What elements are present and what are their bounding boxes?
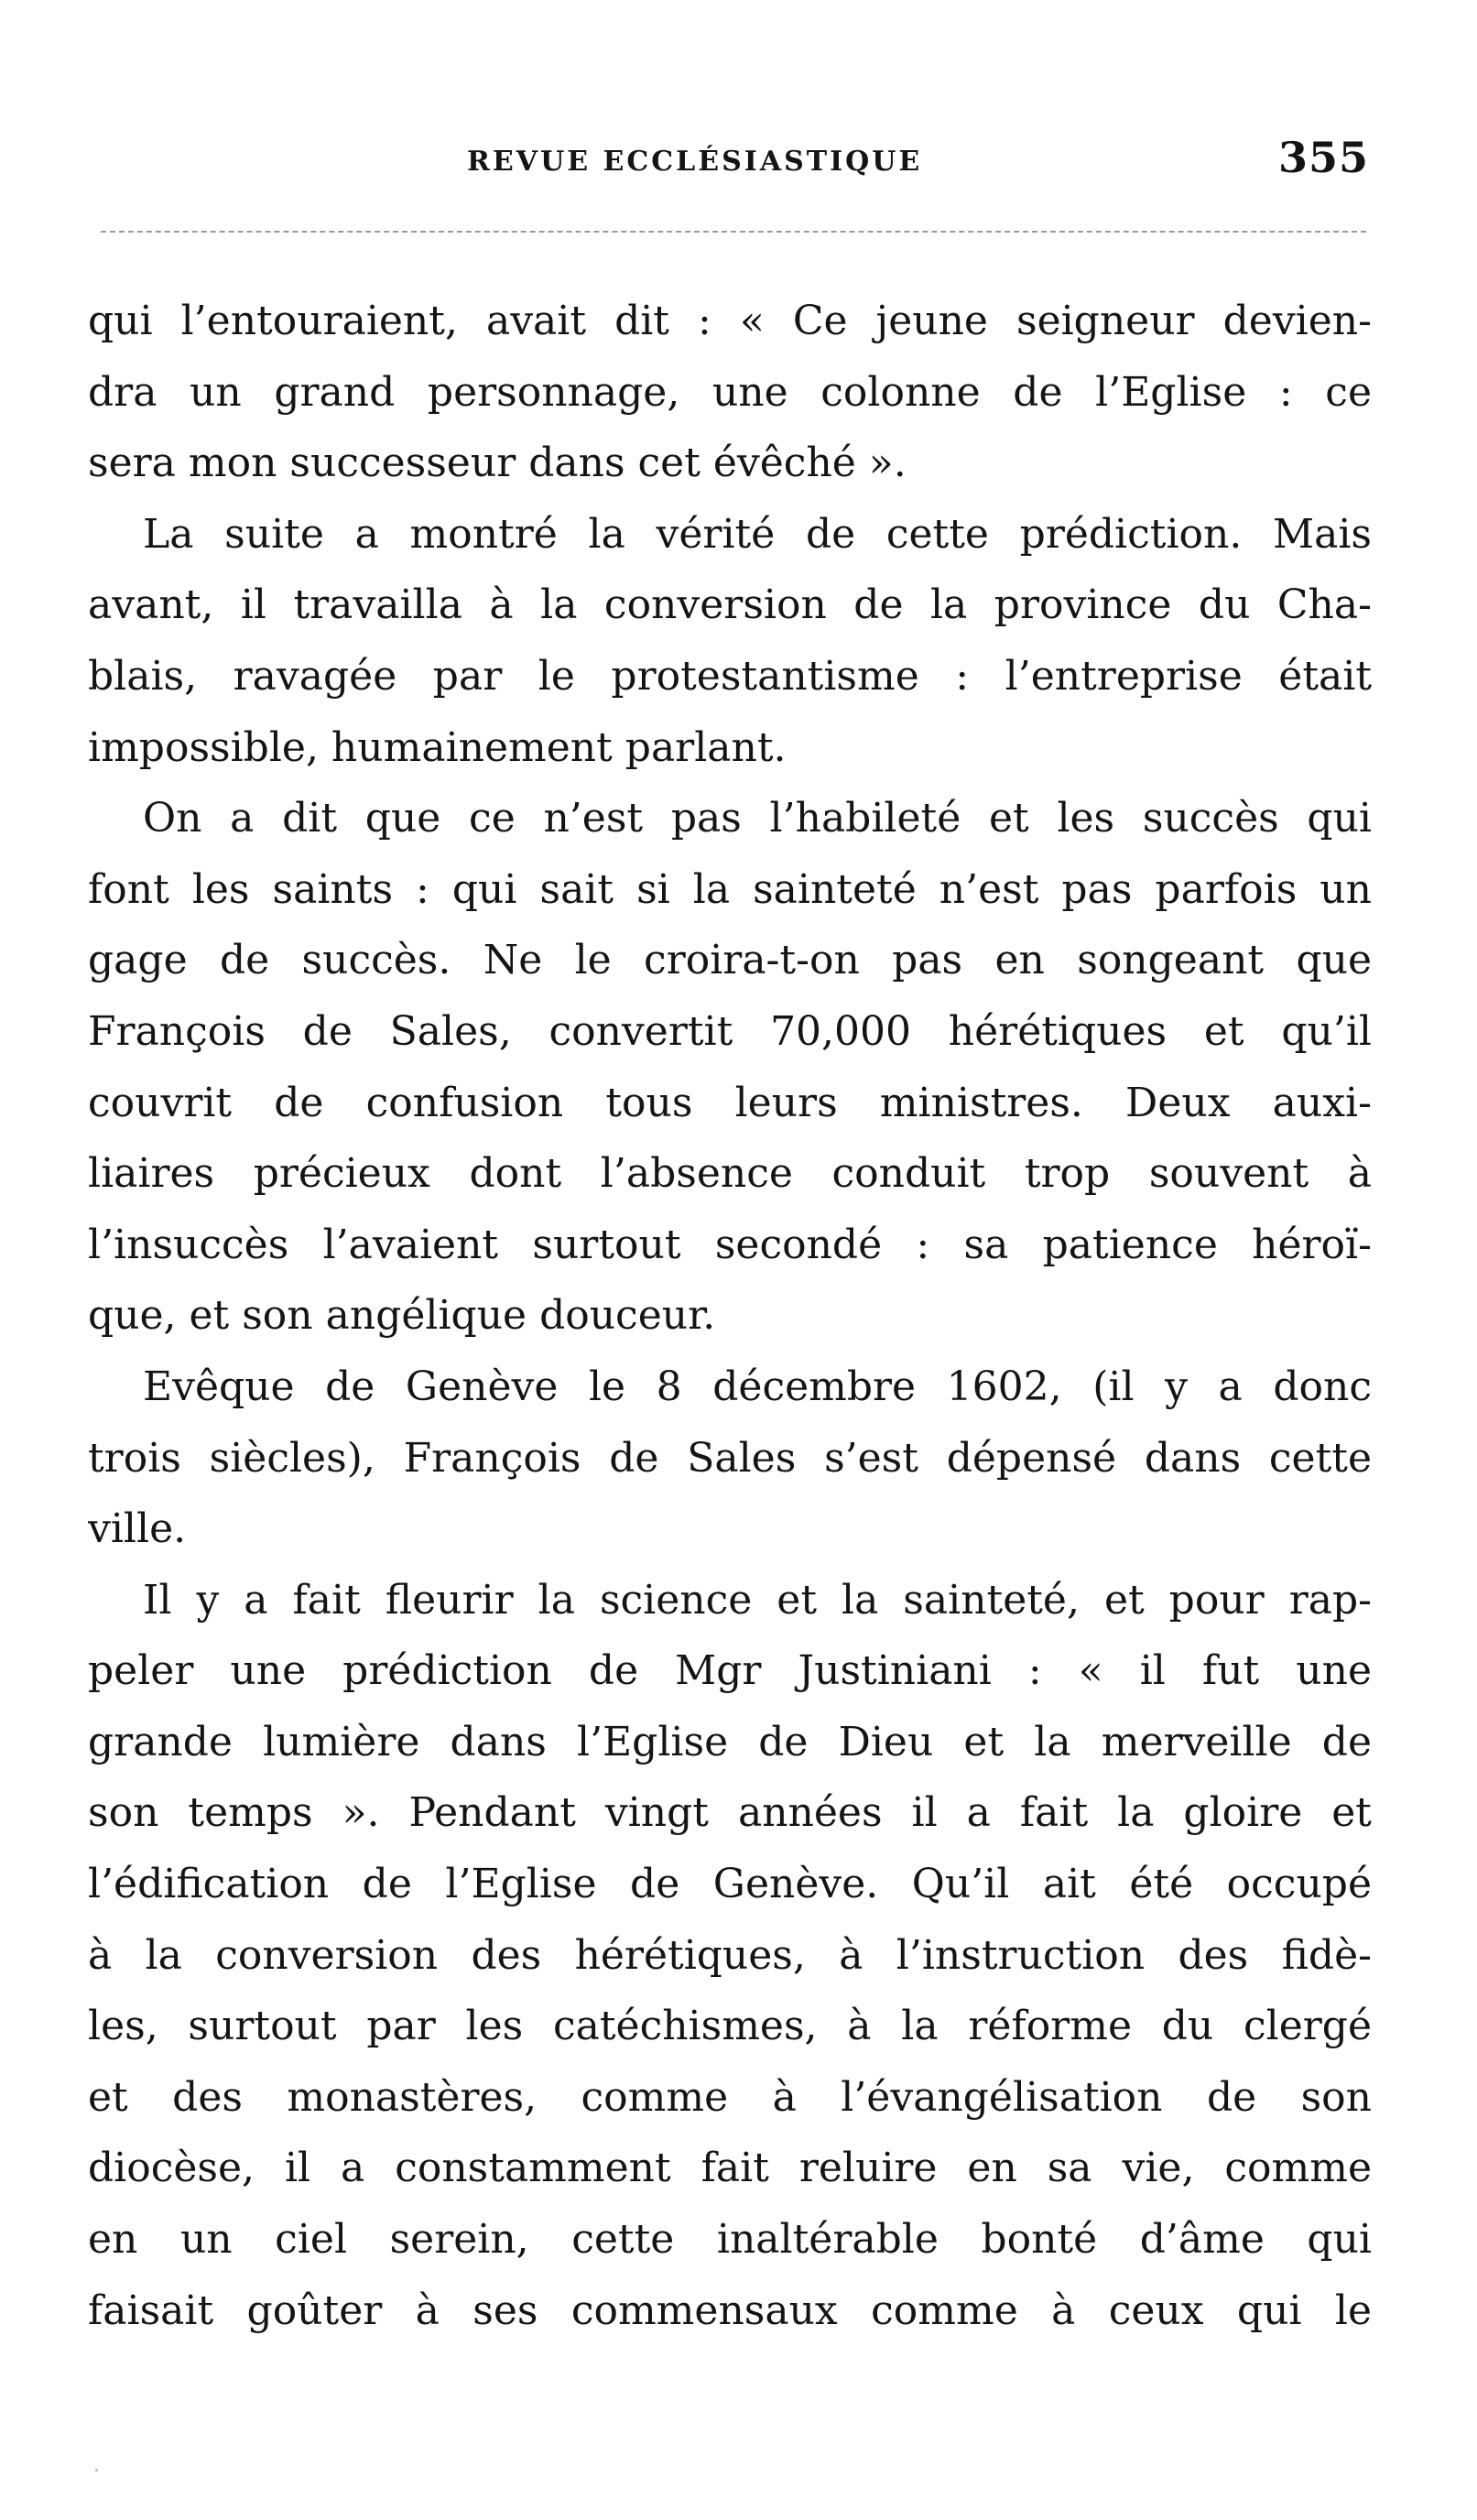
text-line: à la conversion des hérétiques, à l’instruction des fidè- <box>88 1931 1372 1979</box>
text-line: faisait goûter à ses commensaux comme à ceux qui le <box>88 2286 1372 2334</box>
paragraph-start-line: La suite a montré la vérité de cette prédiction. Mais <box>143 510 1372 558</box>
paragraph-start-line: On a dit que ce n’est pas l’habileté et les succès qui <box>143 795 1372 842</box>
page-number: 355 <box>1277 133 1369 182</box>
text-line: peler une prédiction de Mgr Justiniani : « il fut une <box>88 1647 1372 1695</box>
text-line: son temps ». Pendant vingt années il a fait la gloire et <box>88 1789 1372 1837</box>
text-line: grande lumière dans l’Eglise de Dieu et la merveille de <box>88 1718 1372 1765</box>
text-line: et des monastères, comme à l’évangélisation de son <box>88 2073 1372 2121</box>
text-line: les, surtout par les catéchismes, à la réforme du clergé <box>88 2003 1372 2050</box>
text-line: qui l’entouraient, avait dit : « Ce jeune seigneur devien- <box>88 298 1372 344</box>
text-line: diocèse, il a constamment fait reluire en sa vie, comme <box>88 2145 1372 2192</box>
paragraph-start-line: Evêque de Genève le 8 décembre 1602, (il y a donc <box>143 1363 1372 1410</box>
text-line: trois siècles), François de Sales s’est dépensé dans cette <box>88 1434 1372 1482</box>
text-line: l’insuccès l’avaient surtout secondé : sa patience héroï- <box>88 1221 1372 1268</box>
text-line: avant, il travailla à la conversion de la province du Cha- <box>88 581 1372 629</box>
text-line: sera mon successeur dans cet évêché ». <box>88 440 907 487</box>
text-line: dra un grand personnage, une colonne de l’Eglise : ce <box>88 368 1372 416</box>
text-line: liaires précieux dont l’absence conduit trop souvent à <box>88 1150 1372 1198</box>
header-rule <box>101 231 1366 233</box>
paragraph-start-line: Il y a fait fleurir la science et la sainteté, et pour rap- <box>143 1576 1372 1624</box>
text-line: couvrit de confusion tous leurs ministres. Deux auxi- <box>88 1079 1372 1126</box>
text-line: ville. <box>88 1505 187 1553</box>
text-line: en un ciel serein, cette inaltérable bonté d’âme qui <box>88 2216 1372 2264</box>
text-line: font les saints : qui sait si la sainteté n’est pas parfois un <box>88 865 1372 913</box>
text-line: l’édification de l’Eglise de Genève. Qu’il ait été occupé <box>88 1861 1372 1908</box>
text-line: impossible, humainement parlant. <box>88 723 787 771</box>
text-line: que, et son angélique douceur. <box>88 1292 716 1340</box>
running-title: REVUE ECCLÉSIASTIQUE <box>467 146 923 178</box>
scan-speck <box>95 2469 98 2471</box>
text-line: gage de succès. Ne le croira-t-on pas en songeant que <box>88 937 1372 984</box>
text-line: blais, ravagée par le protestantisme : l’entreprise était <box>88 652 1372 700</box>
running-head <box>92 133 1369 188</box>
text-line: François de Sales, convertit 70,000 hérétiques et qu’il <box>88 1007 1372 1055</box>
body-text <box>88 286 1372 2346</box>
